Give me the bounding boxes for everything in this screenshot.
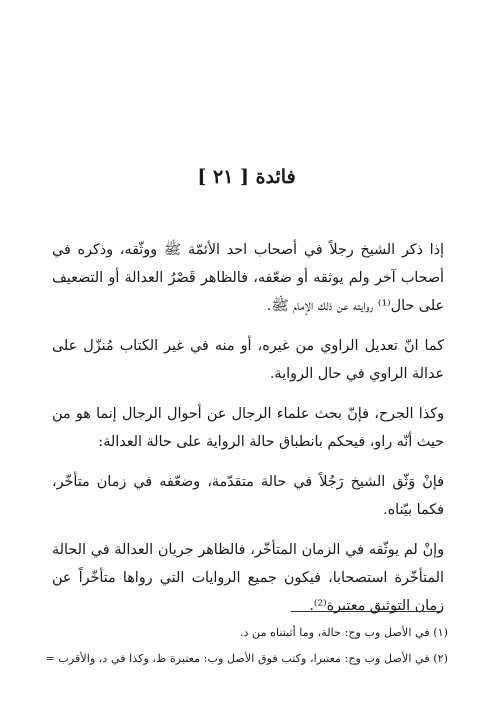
footnotes [44,620,448,672]
footnote-1: (١) في الأصل وب وج: حالة، وما أثبتناه من د. [239,626,448,639]
section-title: فائدة [ ٢١ ] [197,166,296,188]
footnote-2: (٢) في الأصل وب وج: معتبرا، وكتب فوق الأصل وب: معتبرة ظ، وكذا في د، والأقرب = [45,652,448,665]
body-text [52,236,444,620]
paragraph-3: وكذا الجرح، فإنّ بحث علماء الرجال عن أحوال الرجال إنما هو من حيث أنّه راو، فيحكم بانطباق حالة الرواية على حالة العدالة: [52,406,444,450]
paragraph-5: وإنْ لم يوثّقه في الزمان المتأخّر، فالظاهر جريان العدالة في الحالة المتأخّرة استصحابا، فيكون جميع الروايات التي رواها متأخّراً عن زمان التوثيق معتبرة⁽²⁾. [52,542,444,614]
paragraph-1: إذا ذكر الشيخ رجلاً في أصحاب احد الأئمّة ﷺ ووثّقه، وذكره في أصحاب آخر ولم يوثقه أو ضعّفه، فالظاهر قَصْرُ العدالة أو التضعيف على حال⁽¹⁾ روايته عن ذلك الإمام ﷺ. [52,242,444,314]
paragraph-2: كما انّ تعديل الراوي من غيره، أو منه في غير الكتاب مُنزّل على عدالة الراوي في حال الرواية. [52,338,444,382]
footnote-divider [291,611,441,612]
paragraph-4: فإنْ وَثّق الشيخ رَجُلاً في حالة متقدّمة، وضعّفه في زمان متأخّر، فكما بيّناه. [52,474,444,518]
